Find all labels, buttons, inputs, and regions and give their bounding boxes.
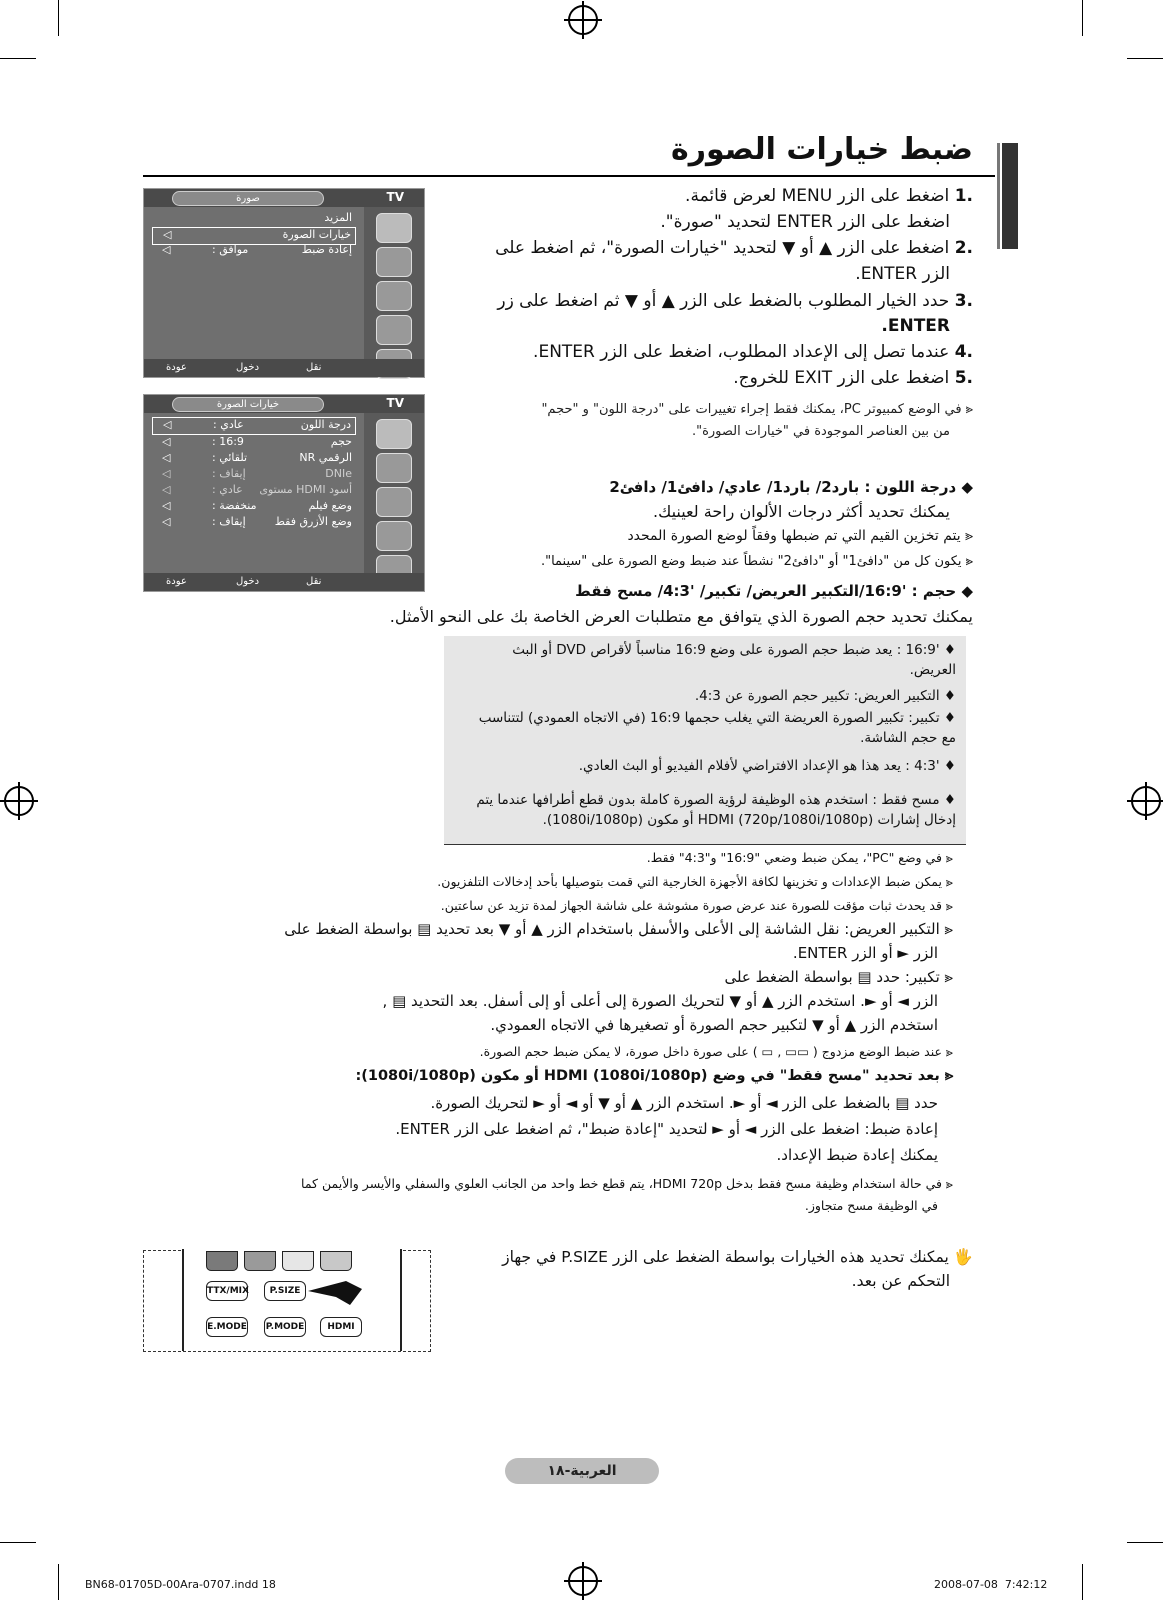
red-button[interactable] (206, 1251, 238, 1271)
yellow-button[interactable] (282, 1251, 314, 1271)
note: ⪡ يمكن ضبط الإعدادات و تخزينها لكافة الأجهزة الخارجية التي قمت بتوصيلها بأحد إدخالات التلفزيون. (253, 874, 953, 890)
note: ⪡ في حالة استخدام وظيفة مسح فقط بدخل HDMI 720p، يتم قطع خط واحد من الجانب العلوي والسفلي والأيسر والأيمن كما (193, 1176, 953, 1192)
setup-icon[interactable] (376, 521, 412, 551)
size-item: ♦ '16:9 : يعد ضبط حجم الصورة على وضع 16:9 مناسباً لأقراص DVD أو البث العريض. (512, 642, 956, 678)
note-cont: في الوظيفة مسح متجاوز. (804, 1198, 938, 1213)
note-cont: الزر ► أو الزر ENTER. (792, 944, 938, 962)
note: ⪡ في الوضع كمبيوتر PC، يمكنك فقط إجراء تغييرات على "درجة اللون" و "حجم" (453, 400, 973, 420)
picture-icon[interactable] (376, 419, 412, 449)
osd-row[interactable]: NR الرقمي : تلقائي ◁ (162, 451, 352, 464)
osd-header-label: خيارات الصورة (172, 397, 324, 412)
green-button[interactable] (244, 1251, 276, 1271)
size-item: ♦ '4:3 : يعد هذا هو الإعداد الافتراضي لأفلام الفيديو أو البث العادي. (578, 758, 956, 774)
page-number: العربية-١٨ (505, 1458, 659, 1484)
footer-date: 2008-07-08 ￼￼ 7:42:12 (934, 1578, 1048, 1591)
remote-note: 🖐 يمكنك تحديد هذه الخيارات بواسطة الضغط على الزر P.SIZE في جهاز (502, 1248, 973, 1266)
note: ⪡ في وضع "PC"، يمكن ضبط وضعي "16:9" و"4:3" فقط. (433, 850, 953, 866)
osd-row[interactable]: المزيد (324, 211, 352, 224)
note-cont: استخدم الزر ▲ أو ▼ لتكبير حجم الصورة أو تصغيرها في الاتجاه العمودي. (490, 1016, 938, 1034)
sound-icon[interactable] (376, 247, 412, 277)
crop-mark (1082, 1564, 1083, 1600)
osd-header (144, 189, 424, 207)
side-bar (997, 143, 1000, 249)
crop-mark (1082, 0, 1083, 36)
remote-note-cont: التحكم عن بعد. (851, 1272, 950, 1290)
step-2: .2 اضغط على الزر ▲ أو ▼ لتحديد "خيارات الصورة"، ثم اضغط على (495, 238, 973, 258)
note-cont: إعادة ضبط: اضغط على الزر ◄ أو ► لتحديد "إعادة ضبط"، ثم اضغط على الزر ENTER. (395, 1120, 938, 1138)
hdmi-button[interactable]: HDMI (320, 1317, 362, 1337)
osd-header (144, 395, 424, 413)
crop-mark (58, 1564, 59, 1600)
osd-icon-column (364, 413, 424, 573)
crop-mark (1127, 1542, 1163, 1543)
note: ⪡ قد يحدث ثبات مؤقت للصورة عند عرض صورة مشوشة على شاشة الجهاز لمدة تزيد عن ساعتين. (253, 898, 953, 914)
step-2b: الزر ENTER. (855, 264, 950, 284)
crop-mark (58, 0, 59, 36)
note: ⪡ يكون كل من "دافئ1" أو "دافئ2" نشطاً عند ضبط وضع الصورة على "سينما". (453, 554, 973, 569)
step-3: .3 حدد الخيار المطلوب بالضغط على الزر ▲ أو ▼ ثم اضغط على زر (497, 291, 973, 311)
osd-tv-label: TV (386, 190, 404, 204)
osd-row[interactable]: DNIe : إيقاف ◁ (162, 467, 352, 480)
osd-footer: نقل دخول عودة (144, 573, 424, 591)
osd-row[interactable]: مستوى HDMI أسود : عادي ◁ (162, 483, 352, 496)
registration-mark-icon (1131, 786, 1161, 816)
note: ⪡ يتم تخزين القيم التي تم ضبطها وفقاً لوضع الصورة المحدد (453, 528, 973, 544)
channel-icon[interactable] (376, 487, 412, 517)
note: ⪡ بعد تحديد "مسح فقط" في وضع HDMI (1080i/1080p) أو مكون (1080i/1080p): (253, 1068, 953, 1084)
step-1: .1 اضغط على الزر MENU لعرض قائمة. (685, 186, 973, 206)
note-cont: يمكنك إعادة ضبط الإعداد. (776, 1146, 938, 1164)
title-rule (143, 175, 995, 177)
size-item: ♦ مسح فقط : استخدم هذه الوظيفة لرؤية الصورة كاملة بدون قطع أطرافها عندما يتم إدخال إشارات HDMI (720p/1080i/1080p) أو مكون (1080i/1080p). (476, 792, 956, 828)
osd-row-selected[interactable]: درجة اللون : عادي ◁ (152, 417, 356, 435)
size-item: ♦ التكبير العريض: تكبير حجم الصورة عن 4:3. (694, 688, 956, 704)
osd-tv-label: TV (386, 396, 404, 410)
color-tone-heading: ◆ درجة اللون : بارد2/ بارد1/ عادي/ دافئ1/ دافئ2 (609, 478, 973, 496)
osd-row-selected[interactable]: خيارات الصورة ◁ (152, 227, 356, 245)
note: من بين العناصر الموجودة في "خيارات الصورة". (691, 424, 950, 439)
note: ⪡ عند ضبط الوضع مزدوج ( ▭▭ , ▭ ) على صورة داخل صورة، لا يمكن ضبط حجم الصورة. (253, 1044, 953, 1060)
size-item: ♦ تكبير: تكبير الصورة العريضة التي يغلب حجمها 16:9 (في الاتجاه العمودي) لتتناسب مع حجم الشاشة. (478, 710, 956, 746)
registration-mark-icon (568, 1566, 598, 1596)
e-mode-button[interactable]: E.MODE (206, 1317, 248, 1337)
setup-icon[interactable] (376, 315, 412, 345)
picture-icon[interactable] (376, 213, 412, 243)
blue-button[interactable] (320, 1251, 352, 1271)
osd-header-label: صورة (172, 191, 324, 206)
osd-row[interactable]: وضع فيلم : منخفضة ◁ (162, 499, 352, 512)
registration-mark-icon (568, 5, 598, 35)
osd-picture-options-menu (143, 394, 425, 592)
pointer-arrow-icon (306, 1277, 366, 1307)
side-bar (1002, 143, 1018, 249)
note-cont: الزر ◄ أو ►. استخدم الزر ▲ أو ▼ لتحريك الصورة إلى أعلى أو إلى أسفل. بعد التحديد ▤ , (382, 992, 938, 1010)
sound-icon[interactable] (376, 453, 412, 483)
p-mode-button[interactable]: P.MODE (264, 1317, 306, 1337)
size-body: يمكنك تحديد حجم الصورة الذي يتوافق مع متطلبات العرض الخاصة بك على النحو الأمثل. (389, 607, 973, 626)
osd-picture-menu (143, 188, 425, 378)
crop-mark (1127, 58, 1163, 59)
step-3b: ENTER. (881, 316, 950, 336)
step-5: .5 اضغط على الزر EXIT للخروج. (733, 368, 973, 388)
color-tone-body: يمكنك تحديد أكثر درجات الألوان راحة لعينيك. (653, 502, 950, 521)
page-title: ضبط خيارات الصورة (671, 132, 973, 167)
osd-icon-column (364, 207, 424, 359)
osd-row[interactable]: حجم : 16:9 ◁ (162, 435, 352, 448)
step-4: .4 عندما تصل إلى الإعداد المطلوب، اضغط على الزر ENTER. (533, 342, 973, 362)
osd-footer: نقل دخول عودة (144, 359, 424, 377)
note: ⪡ تكبير: حدد ▤ بواسطة الضغط على (453, 968, 953, 986)
ttx-mix-button[interactable]: TTX/MIX (206, 1281, 248, 1301)
osd-row[interactable]: وضع الأزرق فقط : إيقاف ◁ (162, 515, 352, 528)
note-cont: حدد ▤ بالضغط على الزر ◄ أو ►. استخدم الزر ▲ أو ▼ أو ◄ أو ► لتحريك الصورة. (430, 1094, 938, 1112)
step-1b: اضغط على الزر ENTER لتحديد "صورة". (660, 212, 950, 232)
crop-mark (0, 1542, 36, 1543)
registration-mark-icon (4, 786, 34, 816)
osd-row[interactable]: إعادة ضبط : موافق ◁ (162, 243, 352, 256)
crop-mark (0, 58, 36, 59)
note: ⪡ التكبير العريض: نقل الشاشة إلى الأعلى والأسفل باستخدام الزر ▲ أو ▼ بعد تحديد ▤ بواسطة الضغط على (213, 920, 953, 938)
p-size-button[interactable]: P.SIZE (264, 1281, 306, 1301)
channel-icon[interactable] (376, 281, 412, 311)
remote-illustration (143, 1250, 431, 1352)
size-heading: ◆ حجم : '16:9/التكبير العريض/ تكبير/ '4:3/ مسح فقط (575, 582, 973, 600)
footer-file: BN68-01705D-00Ara-0707.indd 18 (85, 1578, 276, 1591)
